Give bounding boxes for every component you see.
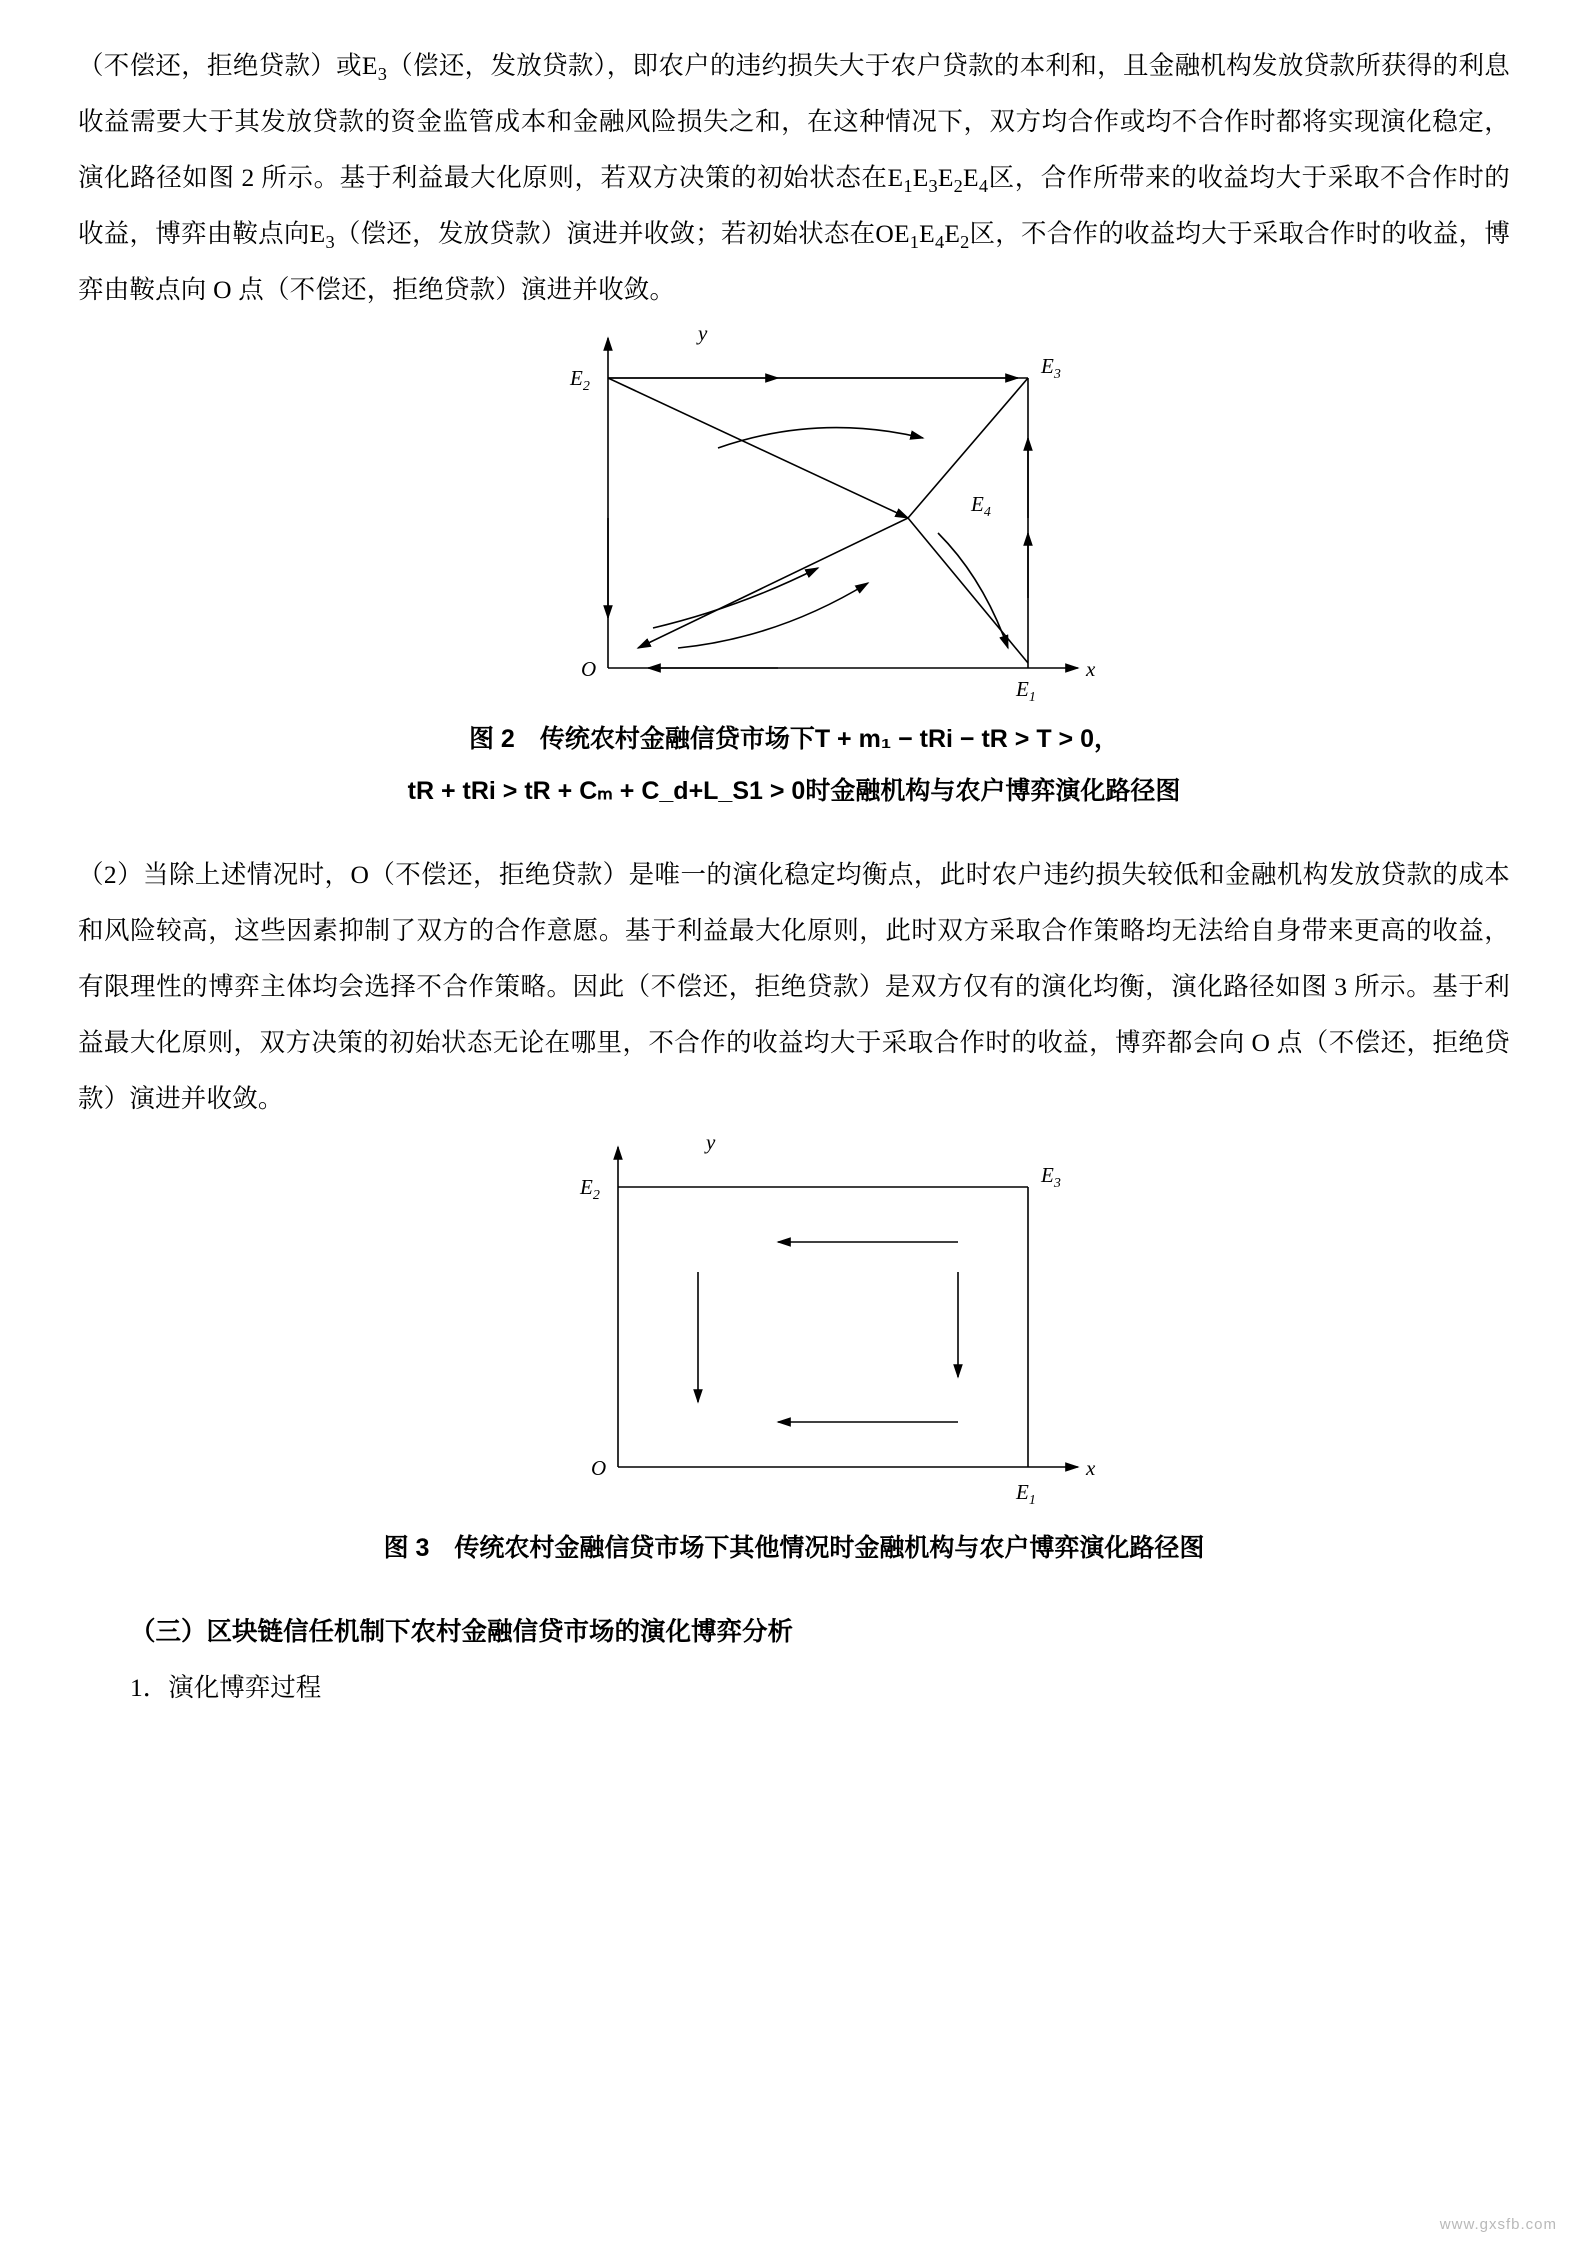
figure2-label-E4: $E_4$ <box>971 492 991 520</box>
figure2-label-E2: $E_2$ <box>570 366 590 394</box>
paragraph-2: （2）当除上述情况时，O（不偿还，拒绝贷款）是唯一的演化稳定均衡点，此时农户违约损失较低和金融机构发放贷款的成本和风险较高，这些因素抑制了双方的合作意愿。基于利益最大化原则，此时双方采取合作策略均无法给自身带来更高的收益，有限理性的博弈主体均会选择不合作策略。因此（不偿还，拒绝贷款）是双方仅有的演化均衡，演化路径如图 3 所示。基于利益最大化原则，双方决策的初始状态无论在哪里，不合作的收益均大于采取合作时的收益，博弈都会向 O 点（不偿还，拒绝贷款）演进并收敛。 <box>78 860 1510 1113</box>
figure-3 <box>78 1127 1510 1522</box>
figure3-axis-x: x <box>1086 1456 1096 1480</box>
figure2-axis-y: y <box>698 321 708 345</box>
figure3-label-O: O <box>591 1456 607 1480</box>
figure-2-diagram <box>78 318 1510 708</box>
figure3-label-E1: $E_1$ <box>1016 1480 1036 1508</box>
paragraph-1: （不偿还，拒绝贷款）或$E_3$（偿还，发放贷款），即农户的违约损失大于农户贷款的本利和，且金融机构发放贷款所获得的利息收益需要大于其发放贷款的资金监管成本和金融风险损失之和，在这种情况下，双方均合作或均不合作时都将实现演化稳定，演化路径如图 2 所示。基于利益最大化原则，若双方决策的初始状态在$E_1E_3E_2E_4$区，合作所带来的收益均大于采取不合作时的收益，博弈由鞍点向$E_3$（偿还，发放贷款）演进并收敛；若初始状态在$OE_1E_4E_2$区，不合作的收益均大于采取合作时的收益，博弈由鞍点向 O 点（不偿还，拒绝贷款）演进并收敛。 <box>78 51 1511 304</box>
figure3-label-E3: $E_3$ <box>1041 1163 1061 1191</box>
figure2-axis-x: x <box>1086 657 1096 681</box>
figure-2 <box>78 318 1510 713</box>
page-content-column <box>78 38 1510 1716</box>
figure-2-caption-line1: 图 2 传统农村金融信贷市场下T + m₁ − tRi − tR > T > 0， <box>468 725 1120 753</box>
figure3-label-E2: $E_2$ <box>580 1175 600 1203</box>
watermark: www.gxsfb.com <box>1439 2216 1557 2233</box>
figure-3-caption: 图 3 传统农村金融信贷市场下其他情况时金融机构与农户博弈演化路径图 <box>383 1534 1205 1562</box>
figure2-label-E3: $E_3$ <box>1041 354 1061 382</box>
figure-2-caption-line2: tR + tRi > tR + Cₘ + C_d+L_S1 > 0时金融机构与农户博弈演化路径图 <box>407 777 1181 805</box>
section-heading: （三）区块链信任机制下农村金融信贷市场的演化博弈分析 <box>130 1617 794 1646</box>
figure-3-diagram <box>78 1127 1510 1517</box>
figure2-label-O: O <box>581 657 597 681</box>
figure2-label-E1: $E_1$ <box>1016 677 1036 705</box>
figure3-axis-y: y <box>706 1130 716 1154</box>
subsection-heading: 1．演化博弈过程 <box>130 1673 322 1702</box>
